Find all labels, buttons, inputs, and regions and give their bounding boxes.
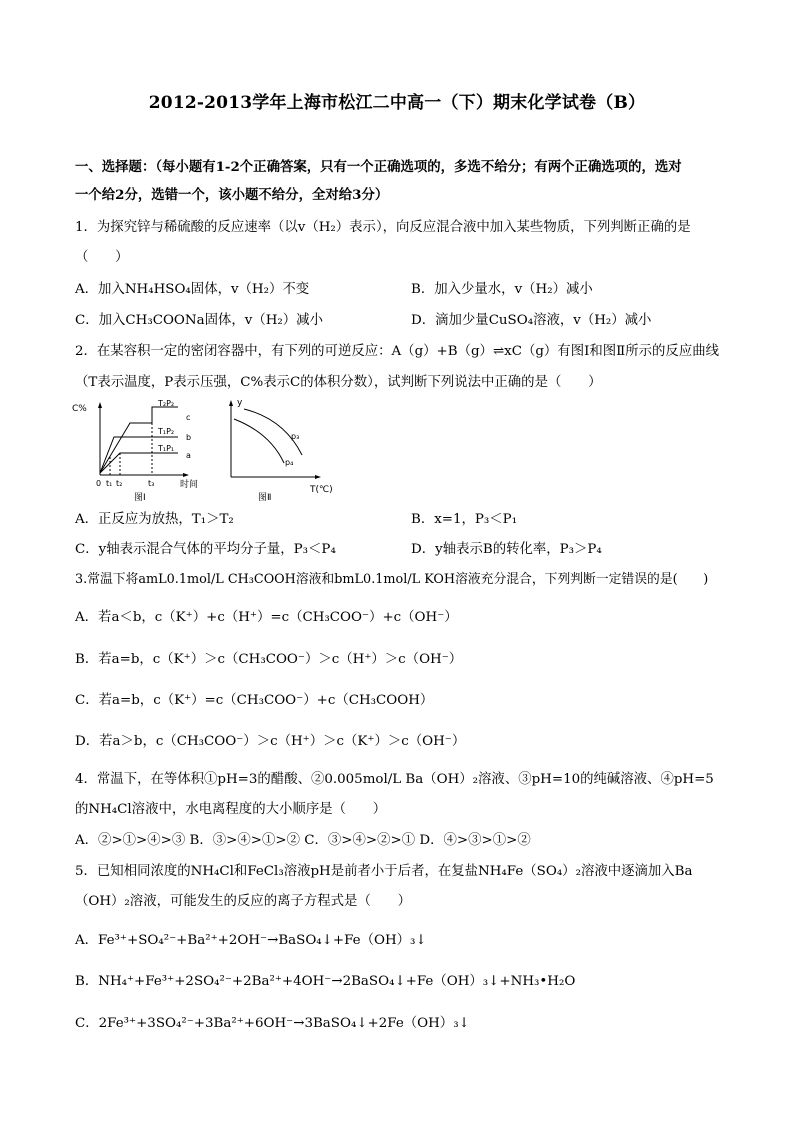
q2-option-d: D．y轴表示B的转化率，P₃＞P₄ — [411, 542, 602, 557]
section-heading-cont: 一个给2分，选错一个，该小题不给分，全对给3分） — [75, 187, 389, 203]
fig1-t1: t₁ — [106, 479, 113, 488]
fig1-letter-b: b — [186, 433, 192, 442]
q2-option-c: C．y轴表示混合气体的平均分子量，P₃＜P₄ — [75, 542, 336, 557]
q3-option-b: B．若a=b，c（K⁺）＞c（CH₃COO⁻）＞c（H⁺）＞c（OH⁻） — [75, 652, 463, 667]
fig1-xlabel: 时间 — [180, 480, 199, 490]
q5-option-a: A．Fe³⁺+SO₄²⁻+Ba²⁺+2OH⁻→BaSO₄↓+Fe（OH）₃↓ — [75, 933, 427, 948]
figure-1 — [72, 399, 198, 503]
fig2-caption: 图Ⅱ — [258, 493, 272, 503]
fig1-letter-c: c — [186, 413, 191, 422]
q4-stem-cont: 的NH₄Cl溶液中，水电离程度的大小顺序是（ ） — [75, 802, 387, 817]
fig2-x-arrow — [315, 475, 321, 479]
fig2-curve-p4 — [234, 419, 284, 463]
fig2-label-p3: p₃ — [291, 432, 300, 441]
q2-stem-cont: （T表示温度，P表示压强，C%表示C的体积分数），试判断下列说法中正确的是（ ） — [75, 375, 602, 390]
q1-stem: 1．为探究锌与稀硫酸的反应速率（以v（H₂）表示），向反应混合液中加入某些物质，下列判断正确的是 — [75, 220, 691, 235]
q1-option-d: D．滴加少量CuSO₄溶液，v（H₂）减小 — [411, 313, 652, 328]
q5-stem: 5．已知相同浓度的NH₄Cl和FeCl₃溶液pH是前者小于后者，在复盐NH₄Fe（SO₄）₂溶液中逐滴加入Ba — [75, 864, 693, 879]
q1-option-b: B．加入少量水，v（H₂）减小 — [411, 282, 593, 297]
q5-stem-cont: （OH）₂溶液，可能发生的反应的离子方程式是（ ） — [75, 894, 412, 909]
fig2-label-p4: p₄ — [285, 458, 294, 467]
q2-option-b: B．x=1，P₃＜P₁ — [411, 512, 518, 527]
fig2-y-arrow — [229, 400, 233, 406]
fig1-curve-c — [100, 407, 178, 473]
q1-stem-cont: （ ） — [75, 250, 129, 265]
fig1-ylabel: C% — [72, 404, 87, 414]
fig1-x-arrow — [183, 473, 189, 477]
q1-option-a: A．加入NH₄HSO₄固体，v（H₂）不变 — [75, 282, 310, 297]
q2-figures — [72, 397, 354, 505]
fig1-label-t1p1: T₁P₁ — [158, 444, 175, 453]
fig2-ylabel: y — [237, 398, 243, 408]
q5-option-b: B．NH₄⁺+Fe³⁺+2SO₄²⁻+2Ba²⁺+4OH⁻→2BaSO₄↓+Fe（OH）₃↓+NH₃•H₂O — [75, 974, 576, 989]
q2-stem: 2．在某容积一定的密闭容器中，有下列的可逆反应：A（g）+B（g）⇌xC（g）有图Ⅰ和图Ⅱ所示的反应曲线 — [75, 344, 719, 359]
q4-options: A．②>①>④>③ B．③>④>①>② C．③>④>②>① D．④>③>①>② — [75, 833, 531, 848]
q1-option-c: C．加入CH₃COONa固体，v（H₂）减小 — [75, 313, 323, 328]
fig1-t2: t₂ — [116, 479, 123, 488]
page-title: 2012-2013学年上海市松江二中高一（下）期末化学试卷（B） — [148, 93, 646, 113]
fig1-t3: t₃ — [148, 479, 155, 488]
q3-stem: 3.常温下将amL0.1mol/L CH₃COOH溶液和bmL0.1mol/L KOH溶液充分混合，下列判断一定错误的是( ) — [75, 572, 709, 587]
fig1-curve-a — [100, 453, 178, 473]
fig1-label-t1p2: T₁P₂ — [158, 427, 175, 436]
fig1-curve-b — [100, 437, 178, 473]
fig1-origin: 0 — [96, 479, 102, 488]
figure-2 — [229, 398, 333, 503]
q5-option-c: C．2Fe³⁺+3SO₄²⁻+3Ba²⁺+6OH⁻→3BaSO₄↓+2Fe（OH）₃↓ — [75, 1016, 470, 1031]
q2-option-a: A．正反应为放热，T₁＞T₂ — [75, 512, 234, 527]
section-heading: 一、选择题：（每小题有1-2个正确答案，只有一个正确选项的，多选不给分；有两个正确选项的，选对 — [75, 159, 682, 175]
fig1-caption: 图Ⅰ — [134, 493, 146, 503]
q3-option-c: C．若a=b，c（K⁺）=c（CH₃COO⁻）+c（CH₃COOH） — [75, 693, 434, 708]
fig1-label-t2p2: T₂P₂ — [158, 399, 175, 408]
q4-stem: 4．常温下，在等体积①pH=3的醋酸、②0.005mol/L Ba（OH）₂溶液、③pH=10的纯碱溶液、④pH=5 — [75, 772, 714, 787]
fig1-letter-a: a — [186, 451, 191, 460]
q3-option-d: D．若a＞b，c（CH₃COO⁻）＞c（H⁺）＞c（K⁺）＞c（OH⁻） — [75, 734, 466, 749]
q3-option-a: A．若a＜b，c（K⁺）+c（H⁺）=c（CH₃COO⁻）+c（OH⁻） — [75, 610, 458, 625]
fig1-y-arrow — [98, 402, 102, 408]
fig2-xlabel: T(℃) — [310, 485, 333, 495]
